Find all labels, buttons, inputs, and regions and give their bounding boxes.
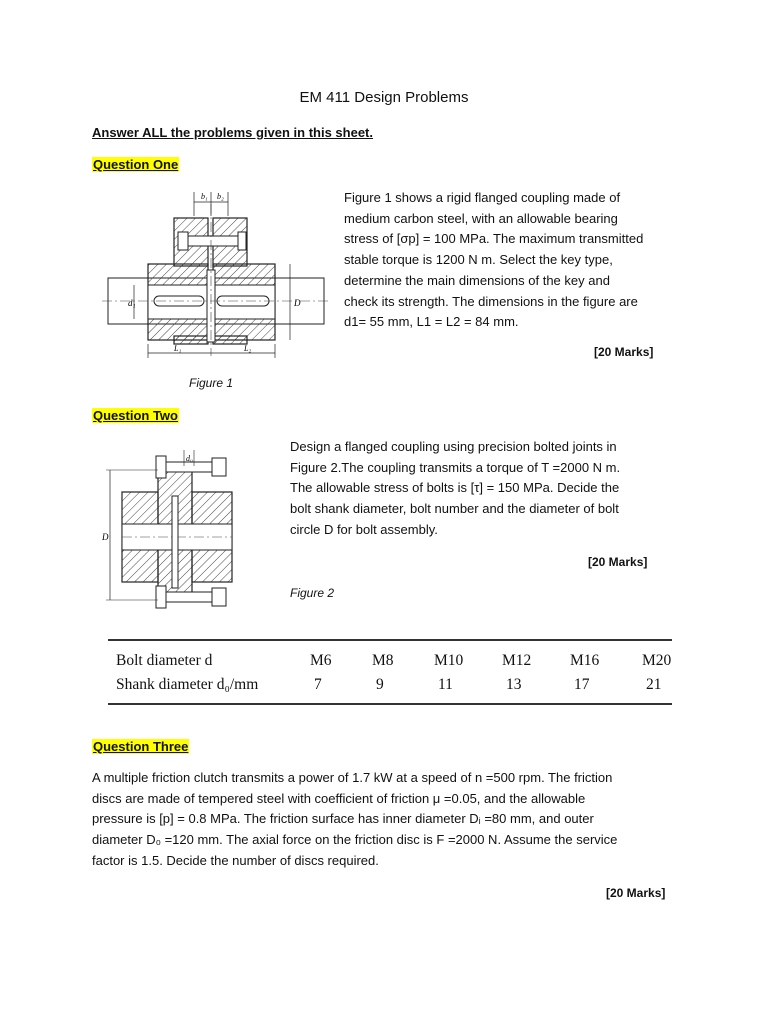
q1-line: determine the main dimensions of the key and bbox=[344, 272, 610, 288]
table-cell: M20 bbox=[642, 652, 672, 669]
fig1-label-D: D bbox=[294, 298, 301, 308]
q1-line: stable torque is 1200 N m. Select the key type, bbox=[344, 252, 613, 268]
question-one-marks: [20 Marks] bbox=[594, 345, 654, 359]
fig2-label-D: D bbox=[102, 532, 109, 542]
q2-line: Design a flanged coupling using precision bolted joints in bbox=[290, 439, 617, 454]
fig1-label-b1: b₁ bbox=[201, 192, 208, 201]
fig1-label-d1: d₁ bbox=[128, 298, 136, 308]
fig1-label-L2: L₂ bbox=[244, 344, 252, 353]
question-one-text bbox=[344, 188, 684, 333]
table-cell-label: Shank diameter d₀/mm bbox=[116, 676, 259, 693]
q1-line: medium carbon steel, with an allowable bearing bbox=[344, 210, 618, 226]
q2-line: bolt shank diameter, bolt number and the diameter of bolt bbox=[290, 501, 619, 517]
q1-line: Figure 1 shows a rigid flanged coupling made of bbox=[344, 190, 621, 205]
question-three-heading: Question Three bbox=[93, 739, 189, 754]
figure-1-caption: Figure 1 bbox=[189, 376, 234, 390]
question-two-text bbox=[290, 437, 690, 541]
question-two-heading: Question Two bbox=[93, 408, 178, 423]
q1-line: check its strength. The dimensions in the figure are bbox=[344, 293, 638, 309]
q1-line: d1= 55 mm, L1 = L2 = 84 mm. bbox=[344, 314, 519, 330]
table-cell: M10 bbox=[434, 652, 464, 669]
q2-line: Figure 2.The coupling transmits a torque of T =2000 N m. bbox=[290, 459, 621, 475]
q3-line: discs are made of tempered steel with coefficient of friction μ =0.05, and the allowable bbox=[92, 790, 586, 806]
instruction-text: Answer ALL the problems given in this sheet. bbox=[92, 125, 373, 140]
q3-line: factor is 1.5. Decide the number of discs required. bbox=[92, 852, 379, 868]
fig2-label-ds: d₀ bbox=[186, 454, 193, 463]
figure-1-drawing bbox=[100, 186, 332, 368]
table-cell: M8 bbox=[372, 652, 394, 669]
table-row bbox=[108, 673, 672, 704]
table-cell: 7 bbox=[314, 676, 322, 693]
figure-2-drawing bbox=[98, 440, 238, 612]
q2-line: The allowable stress of bolts is [τ] = 150 MPa. Decide the bbox=[290, 480, 620, 496]
fig1-label-L1: L₁ bbox=[174, 344, 182, 353]
q3-line: diameter D₀ =120 mm. The axial force on the friction disc is F =2000 N. Assume the service bbox=[92, 832, 618, 848]
question-two-marks: [20 Marks] bbox=[588, 555, 648, 569]
q3-line: pressure is [p] = 0.8 MPa. The friction surface has inner diameter Dᵢ =80 mm, and outer bbox=[92, 811, 594, 827]
table-cell: 9 bbox=[376, 676, 384, 693]
table-cell-label: Bolt diameter d bbox=[116, 652, 213, 669]
fig1-label-b2: b₂ bbox=[217, 192, 224, 201]
question-three-text bbox=[92, 768, 692, 872]
bolt-diameter-table bbox=[108, 639, 672, 705]
table-cell: 21 bbox=[646, 676, 662, 693]
table-cell: M6 bbox=[310, 652, 332, 669]
table-cell: M16 bbox=[570, 652, 600, 669]
q3-line: A multiple friction clutch transmits a power of 1.7 kW at a speed of n =500 rpm. The friction bbox=[92, 770, 613, 785]
table-cell: M12 bbox=[502, 652, 532, 669]
table-cell: 13 bbox=[506, 676, 522, 693]
table-row bbox=[108, 640, 672, 673]
figure-2-caption: Figure 2 bbox=[290, 586, 335, 600]
question-one-heading: Question One bbox=[93, 157, 179, 172]
table-cell: 17 bbox=[574, 676, 590, 693]
document-title: EM 411 Design Problems bbox=[299, 89, 469, 106]
q2-line: circle D for bolt assembly. bbox=[290, 521, 438, 537]
question-three-marks: [20 Marks] bbox=[606, 886, 666, 900]
table-cell: 11 bbox=[438, 676, 453, 693]
q1-line: stress of [σp] = 100 MPa. The maximum transmitted bbox=[344, 231, 644, 247]
